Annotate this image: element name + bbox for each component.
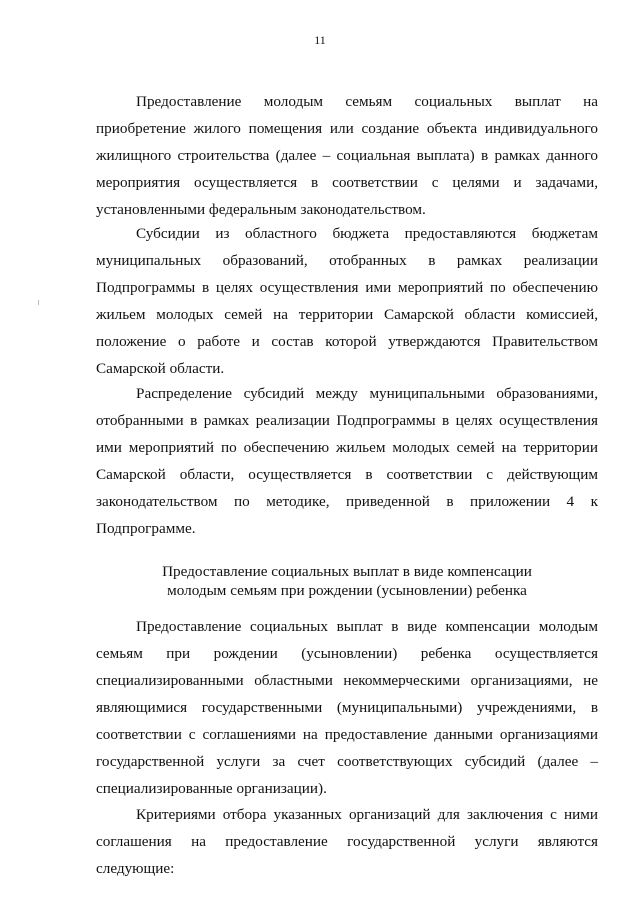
paragraph-subsidies: Субсидии из областного бюджета предоставляются бюджетам муниципальных образований, отобранных в рамках реализации Подпрограммы в целях осуществления ими мероприятий по обеспечению жильем молодых семей на территории Самарской области комиссией, положение о работе и состав которой утверждаются Правительством Самарской области. [96, 225, 598, 377]
margin-mark [38, 300, 39, 305]
paragraph-distribution: Распределение субсидий между муниципальными образованиями, отобранными в рамках реализации Подпрограммы в целях осуществления ими мероприятий по обеспечению жильем молодых семей на территории Самарской области, осуществляется в соответствии с действующим законодательством по методике, приведенной в приложении 4 к Подпрограмме. [96, 385, 598, 537]
paragraph-criteria: Критериями отбора указанных организаций для заключения с ними соглашения на предоставление государственной услуги являются следующие: [96, 806, 598, 877]
paragraph-social-payments: Предоставление молодым семьям социальных выплат на приобретение жилого помещения или создание объекта индивидуального жилищного строительства (далее – социальная выплата) в рамках данного мероприятия осуществляется в соответствии с целями и задачами, установленными федеральным законодательством. [96, 93, 598, 218]
section-heading-line-2: молодым семьям при рождении (усыновлении) ребенка [167, 582, 527, 599]
page-number: 11 [314, 33, 326, 47]
section-heading [96, 562, 598, 600]
section-heading-line-1: Предоставление социальных выплат в виде компенсации [162, 563, 532, 580]
paragraph-compensation: Предоставление социальных выплат в виде компенсации молодым семьям при рождении (усыновлении) ребенка осуществляется специализированными областными некоммерческими организациями, не являющимися государственными (муниципальными) учреждениями, в соответствии с соглашениями на предоставление данными организациями государственной услуги за счет соответствующих субсидий (далее – специализированные организации). [96, 618, 598, 797]
